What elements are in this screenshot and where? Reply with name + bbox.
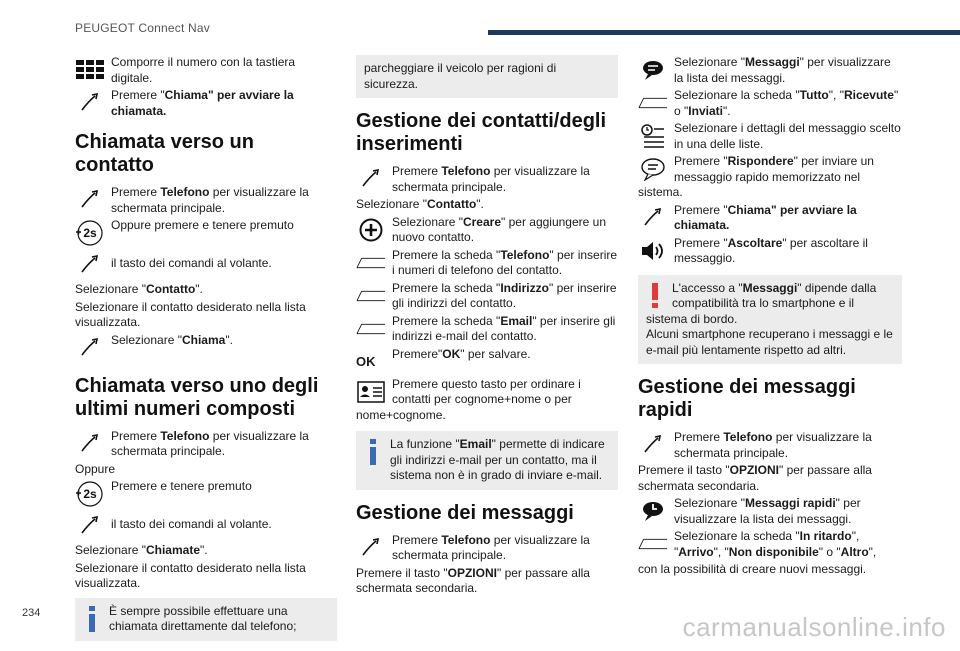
- warning-icon: [648, 283, 662, 309]
- column-2: parcheggiare il veicolo per ragioni di sicurezza. Gestione dei contatti/degli inserimenti Premere Telefono per visualizzare la schermata principale. Selezionare "Contatto". Selezionare "Creare" per aggiungere un nuovo contatto. Premere la scheda "Telefono" per inserire i numeri di telefono del contatto. Premere la scheda "Indirizzo" per inserire gli indirizzi del contatto. Premere la scheda "Email" per inserire gli indirizzi e-mail del contatto. OK Premere"OK" per salvare. Premere questo tasto per ordinare i contatti per cognome+nome o per nome+cognome. La funzione "Email" permette di indicare gli indirizzi e-mail per un contatto, ma il sistema non è in grado di inviare e-mail. Gestione dei messaggi Premere Telefono per visualizzare la schermata principale. Premere il tasto "OPZIONI" per passare alla schermata secondaria.: [356, 55, 618, 599]
- steering-voice-button-icon: [75, 480, 105, 508]
- list-item: Selezionare "Chiama".: [75, 333, 337, 363]
- paragraph: Selezionare il contatto desiderato nella lista visualizzata.: [75, 560, 306, 590]
- section-heading: Chiamata verso un contatto: [75, 131, 254, 176]
- watermark: carmanualsonline.info: [682, 612, 946, 642]
- list-item: [75, 55, 337, 86]
- info-icon: [85, 606, 99, 632]
- touch-finger-icon: [75, 186, 105, 214]
- touch-finger-icon: [356, 534, 386, 562]
- message-details-icon: [638, 122, 668, 150]
- section-heading: Gestione dei messaggi rapidi: [638, 376, 856, 421]
- tab-icon: [638, 530, 668, 558]
- paragraph: sistema.: [638, 185, 683, 199]
- list-item: Premere "Rispondere" per inviare un messaggio rapido memorizzato nel: [638, 154, 902, 185]
- list-item: il tasto dei comandi al volante.: [75, 511, 337, 541]
- list-item: Selezionare la scheda "Tutto", "Ricevute" o "Inviati".: [638, 88, 902, 119]
- touch-finger-icon: [75, 334, 105, 362]
- info-note: La funzione "Email" permette di indicare gli indirizzi e-mail per un contatto, ma il sistema non è in grado di inviare e-mail.: [356, 431, 618, 490]
- tab-icon: [638, 89, 668, 117]
- touch-finger-icon: [638, 431, 668, 459]
- quick-messages-icon: [638, 497, 668, 525]
- tab-icon: [356, 249, 386, 277]
- list-item: Premere Telefono per visualizzare la schermata principale.: [356, 164, 618, 195]
- info-note: È sempre possibile effettuare una chiamata direttamente dal telefono;: [75, 598, 337, 641]
- svg-text:2s: 2s: [83, 487, 97, 501]
- touch-finger-icon: [75, 430, 105, 458]
- messages-icon: [638, 56, 668, 84]
- header-bar: [488, 30, 960, 35]
- section-heading: Gestione dei messaggi: [356, 501, 574, 524]
- list-item: Premere la scheda "Email" per inserire gli indirizzi e-mail del contatto.: [356, 314, 618, 345]
- page-header-title: PEUGEOT Connect Nav: [75, 21, 210, 35]
- list-item: Selezionare "Messaggi" per visualizzare la lista dei messaggi.: [638, 55, 902, 86]
- touch-finger-icon: [638, 204, 668, 232]
- touch-finger-icon: [75, 251, 105, 279]
- section-heading: Gestione dei contatti/degli inserimenti: [356, 110, 607, 155]
- column-1: Comporre il numero con la tastiera digitale. Premere "Chiama" per avviare la chiamata. Chiamata verso un contatto Premere Telefono per visualizzare la schermata principale. 2s Oppure premere e tenere premuto il tasto dei comandi al volante. Selezionare "Contatto". Selezionare il contatto desiderato nella lista visualizzata. Selezionare "Chiama". Chiamata verso uno degli ultimi numeri composti Premere Telefono per visualizzare la schermata principale. Oppure 2s Premere e tenere premuto il tasto dei comandi al volante. Selezionare "Chiamate". Selezionare il contatto desiderato nella lista visualizzata. È sempre possibile effettuare una chiamata direttamente dal telefono;: [75, 55, 337, 651]
- sort-contacts-icon: [356, 378, 386, 406]
- paragraph: Oppure: [75, 461, 116, 476]
- list-item: Premere la scheda "Indirizzo" per inserire gli indirizzi del contatto.: [356, 281, 618, 312]
- tab-icon: [356, 315, 386, 343]
- touch-finger-icon: [75, 512, 105, 540]
- list-item: 2s Oppure premere e tenere premuto: [75, 218, 337, 248]
- info-note-continued: parcheggiare il veicolo per ragioni di sicurezza.: [356, 55, 618, 98]
- column-3: Selezionare "Messaggi" per visualizzare la lista dei messaggi. Selezionare la scheda "Tutto", "Ricevute" o "Inviati". Selezionare i dettagli del messaggio scelto in una delle liste. Premere "Rispondere" per inviare un messaggio rapido memorizzato nel sistema. Premere "Chiama" per avviare la chiamata. Premere "Ascoltare" per ascoltare il messaggio. L'accesso a "Messaggi" dipende dalla compatibilità tra lo smartphone e il sistema di bordo. Alcuni smartphone recuperano i messaggi e le e-mail più lentamente rispetto ad altri. Gestione dei messaggi rapidi Premere Telefono per visualizzare la schermata principale. Premere il tasto "OPZIONI" per passare alla schermata secondaria. Selezionare "Messaggi rapidi" per visualizzare la lista dei messaggi. Selezionare la scheda "In ritardo", "Arrivo", "Non disponibile" o "Altro", con la possibilità di creare nuovi messaggi.: [638, 55, 901, 576]
- add-circle-icon: [356, 216, 386, 244]
- list-item: Selezionare "Creare" per aggiungere un nuovo contatto.: [356, 215, 618, 246]
- list-item: 2s Premere e tenere premuto: [75, 479, 337, 509]
- info-icon: [366, 439, 380, 465]
- list-item-text: Comporre il numero con la tastiera digitale.: [111, 55, 296, 85]
- list-item: Premere "Chiama" per avviare la chiamata.: [638, 203, 902, 234]
- list-item: Premere "Chiama" per avviare la chiamata.: [75, 88, 337, 119]
- touch-finger-icon: [356, 165, 386, 193]
- list-item: Premere Telefono per visualizzare la schermata principale.: [75, 185, 337, 216]
- paragraph: con la possibilità di creare nuovi messaggi.: [638, 562, 867, 576]
- list-item: Selezionare i dettagli del messaggio scelto in una delle liste.: [638, 121, 902, 152]
- reply-message-icon: [638, 155, 668, 183]
- list-item: il tasto dei comandi al volante.: [75, 250, 337, 280]
- section-heading: Chiamata verso uno degli ultimi numeri composti: [75, 374, 319, 420]
- tab-icon: [356, 282, 386, 310]
- svg-text:2s: 2s: [83, 226, 97, 240]
- paragraph: Selezionare il contatto desiderato nella lista visualizzata.: [75, 299, 306, 329]
- paragraph: nome+cognome.: [356, 407, 446, 422]
- list-item: Selezionare la scheda "In ritardo", "Arrivo", "Non disponibile" o "Altro",: [638, 529, 902, 560]
- ok-button-icon: OK: [356, 353, 376, 369]
- speaker-icon: [638, 237, 668, 265]
- list-item: Premere Telefono per visualizzare la schermata principale.: [356, 533, 618, 564]
- list-item: Premere questo tasto per ordinare i contatti per cognome+nome o per: [356, 377, 618, 408]
- touch-finger-icon: [75, 89, 105, 117]
- warning-note: L'accesso a "Messaggi" dipende dalla compatibilità tra lo smartphone e il sistema di bordo. Alcuni smartphone recuperano i messaggi e le e-mail più lentamente rispetto ad altri.: [638, 275, 902, 365]
- keypad-icon: [75, 56, 105, 84]
- steering-voice-button-icon: [75, 219, 105, 247]
- list-item: Premere "Ascoltare" per ascoltare il messaggio.: [638, 236, 902, 267]
- list-item: Premere Telefono per visualizzare la schermata principale.: [638, 430, 902, 461]
- page-number: 234: [22, 607, 41, 619]
- list-item: Selezionare "Messaggi rapidi" per visualizzare la lista dei messaggi.: [638, 496, 902, 527]
- list-item: OK Premere"OK" per salvare.: [356, 347, 618, 369]
- list-item: Premere la scheda "Telefono" per inserire i numeri di telefono del contatto.: [356, 248, 618, 279]
- list-item: Premere Telefono per visualizzare la schermata principale.: [75, 429, 337, 460]
